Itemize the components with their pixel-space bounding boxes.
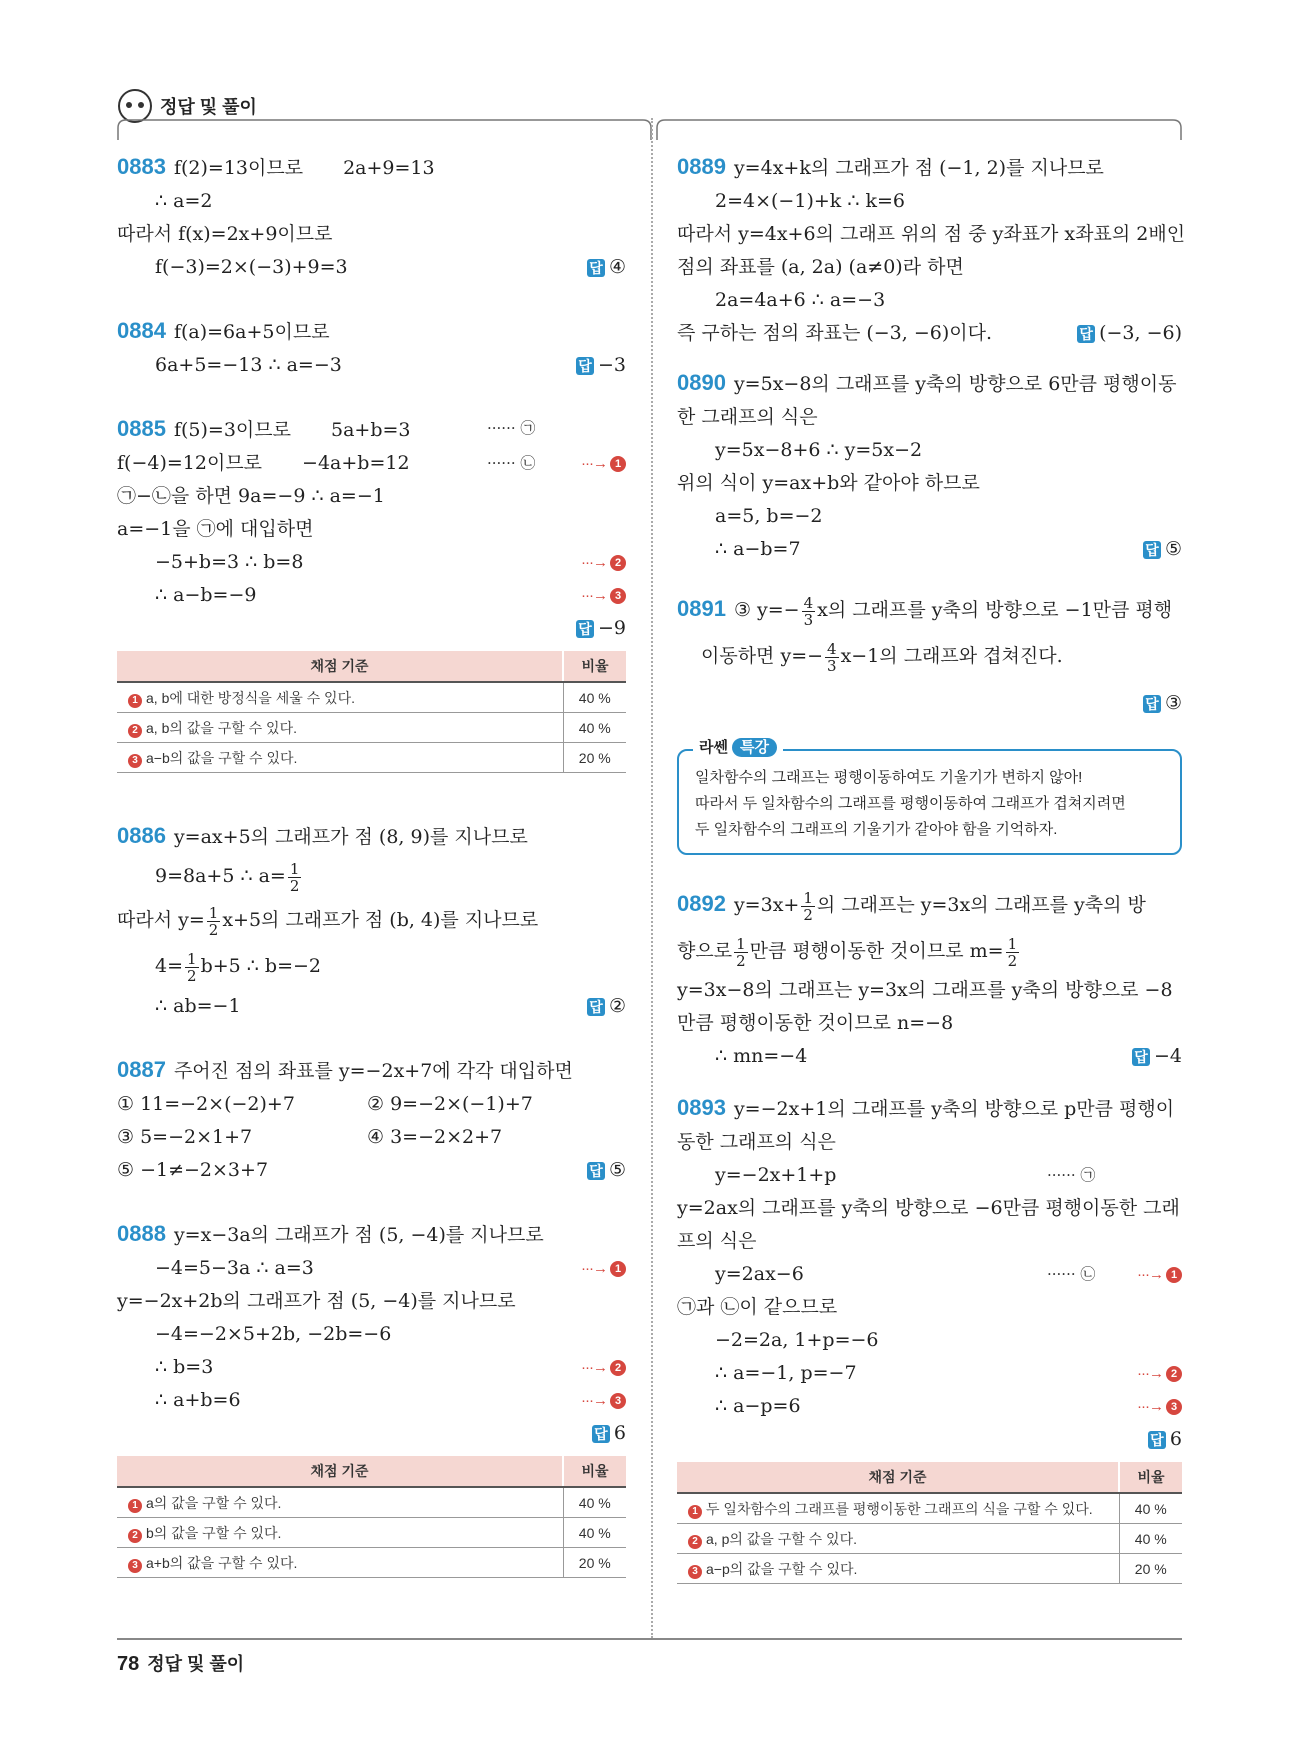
answer-value: −4 [1153,1045,1182,1067]
answer-value: (−3, −6) [1099,322,1182,344]
fraction: $\frac{1}{2}$ [208,903,219,939]
table-row: 1 a, b에 대한 방정식을 세울 수 있다. 40 % [117,682,626,713]
problem-number: 0892 [677,891,726,916]
text: x의 그래프를 y축의 방향으로 −1만큼 평행 [817,599,1173,621]
text: y=2ax−6 [715,1263,804,1285]
text: ∴ a−p=6 [715,1395,801,1417]
text: −4a+b=12 [302,452,410,474]
answer-value: −9 [597,617,626,639]
problem-number: 0886 [117,823,166,848]
answer [587,1154,626,1187]
problem-0884 [117,314,626,382]
text: 즉 구하는 점의 좌표는 (−3, −6)이다. [677,322,993,344]
text: −2=2a, 1+p=−6 [715,1329,879,1351]
text: a=5, b=−2 [715,505,823,527]
option: ② 9=−2×(−1)+7 [367,1093,533,1115]
answer [1077,317,1182,350]
fraction: $\frac{1}{2}$ [1007,934,1018,970]
text: 점의 좌표를 (a, 2a) (a≠0)라 하면 [677,256,964,278]
answer-value: 6 [613,1422,626,1444]
answer-badge: 답 [1077,325,1095,343]
table-row: 2 a, b의 값을 구할 수 있다. 40 % [117,713,626,743]
text: ∴ ab=−1 [155,995,241,1017]
text: ∴ b=3 [155,1356,214,1378]
text: 9=8a+5 ∴ a= [155,865,286,887]
tip-box [677,739,1182,855]
text: b+5 ∴ b=−2 [200,955,321,977]
answer-badge: 답 [576,620,594,638]
text: ∴ a−b=7 [715,538,801,560]
table-row: 1 두 일차함수의 그래프를 평행이동한 그래프의 식을 구할 수 있다. 40 % [677,1493,1182,1524]
answer-badge: 답 [1148,1431,1166,1449]
step-marker: ···→ 3 [581,1384,626,1417]
answer-value: ② [608,995,626,1017]
answer-badge: 답 [576,357,594,375]
problem-0886 [117,819,626,1023]
answer-badge: 답 [587,259,605,277]
frame-top-border [117,118,1182,140]
text: 따라서 f(x)=2x+9이므로 [117,223,333,245]
header-title: 정답 및 풀이 [160,97,257,117]
problem-0891 [677,586,1182,719]
text: 한 그래프의 식은 [677,406,818,428]
text: 2a=4a+6 ∴ a=−3 [715,289,886,311]
equation-mark: ······ ㉡ [487,454,536,472]
step-marker: ···→ 2 [1137,1357,1182,1390]
text: ∴ a−b=−9 [155,584,257,606]
answer-badge: 답 [587,1162,605,1180]
table-header: 채점 기준 [677,1462,1119,1493]
text: y=2ax의 그래프를 y축의 방향으로 −6만큼 평행이동한 그래 [677,1197,1180,1219]
text: 5a+b=3 [330,419,411,441]
page-footer [117,1650,244,1676]
tip-line: 일차함수의 그래프는 평행이동하여도 기울기가 변하지 않아! [695,769,1083,786]
problem-0890 [677,366,1182,566]
answer [1132,1040,1182,1073]
problem-0892 [677,881,1182,1073]
text: x−1의 그래프와 겹쳐진다. [840,645,1063,667]
text: y=−2x+2b의 그래프가 점 (5, −4)를 지나므로 [117,1290,516,1312]
text: 위의 식이 y=ax+b와 같아야 하므로 [677,472,980,494]
answer [1143,687,1182,720]
left-column [117,150,626,1578]
text: ∴ a+b=6 [155,1389,241,1411]
table-header: 비율 [1119,1462,1182,1493]
table-header: 채점 기준 [117,1456,563,1487]
problem-0887 [117,1053,626,1187]
answer [1148,1423,1182,1456]
answer-badge: 답 [1143,695,1161,713]
text: 2a+9=13 [343,157,435,179]
column-divider [651,118,653,1638]
equation-mark: ······ ㉡ [1047,1265,1096,1283]
fraction: $\frac{4}{3}$ [827,639,837,675]
option: ⑤ −1≠−2×3+7 [117,1159,269,1181]
text: y=−2x+1의 그래프를 y축의 방향으로 p만큼 평행이 [733,1098,1175,1120]
right-column [677,150,1186,1584]
text: −4=−2×5+2b, −2b=−6 [155,1323,392,1345]
fraction: $\frac{4}{3}$ [803,593,814,629]
problem-number: 0889 [677,154,726,179]
text: y=ax+5의 그래프가 점 (8, 9)를 지나므로 [173,826,528,848]
problem-0888 [117,1217,626,1450]
text: 동한 그래프의 식은 [677,1131,836,1153]
tip-tab: 라쎈 특강 [693,735,783,761]
step-marker: ···→ 1 [581,1252,626,1285]
problem-number: 0891 [677,596,726,621]
option: ③ 5=−2×1+7 [117,1126,253,1148]
text: 향으로 [677,940,733,962]
table-row: 3 a+b의 값을 구할 수 있다. 20 % [117,1548,626,1578]
step-marker: ···→ 3 [581,579,626,612]
scoring-table-0888 [117,1456,626,1578]
text: ㉠과 ㉡이 같으므로 [677,1296,838,1318]
problem-number: 0884 [117,318,166,343]
footer-divider [117,1638,1182,1640]
table-header: 채점 기준 [117,651,563,682]
text: −4=5−3a ∴ a=3 [155,1257,314,1279]
answer-value: 6 [1169,1428,1182,1450]
table-header: 비율 [563,651,626,682]
answer-value: ⑤ [1164,538,1182,560]
problem-number: 0885 [117,416,166,441]
text: y=5x−8+6 ∴ y=5x−2 [715,439,923,461]
text: 만큼 평행이동한 것이므로 m= [749,940,1004,962]
answer [587,251,626,284]
page-number: 78 [117,1653,140,1675]
step-marker: ···→ 1 [581,447,626,480]
table-row: 3 a−p의 값을 구할 수 있다. 20 % [677,1554,1182,1584]
text: ③ y=− [733,599,800,621]
problem-0885 [117,412,626,645]
equation-mark: ······ ㉠ [1047,1166,1096,1184]
answer [576,612,626,645]
problem-number: 0888 [117,1221,166,1246]
footer-title: 정답 및 풀이 [147,1654,245,1674]
answer [587,990,626,1023]
text: y=5x−8의 그래프를 y축의 방향으로 6만큼 평행이동 [733,373,1177,395]
text: f(−3)=2×(−3)+9=3 [155,256,348,278]
text: −5+b=3 ∴ b=8 [155,551,304,573]
option: ① 11=−2×(−2)+7 [117,1093,295,1115]
answer-value: ③ [1164,692,1182,714]
text: ∴ mn=−4 [715,1045,808,1067]
fraction: $\frac{1}{2}$ [289,859,300,895]
answer-value: −3 [597,354,626,376]
equation-mark: ······ ㉠ [487,419,536,437]
text: 프의 식은 [677,1230,757,1252]
fraction: $\frac{1}{2}$ [187,949,197,985]
problem-number: 0883 [117,154,166,179]
text: 6a+5=−13 ∴ a=−3 [155,354,342,376]
scoring-table-0885 [117,651,626,773]
text: y=3x+ [733,894,800,916]
answer [576,349,626,382]
answer [1143,533,1182,566]
table-row: 2 a, p의 값을 구할 수 있다. 40 % [677,1524,1182,1554]
text: 만큼 평행이동한 것이므로 n=−8 [677,1012,954,1034]
tip-line: 따라서 두 일차함수의 그래프를 평행이동하여 그래프가 겹쳐지려면 [695,795,1126,812]
answer-badge: 답 [1143,541,1161,559]
tip-line: 두 일차함수의 그래프의 기울기가 같아야 함을 기억하자. [695,821,1058,838]
table-row: 1 a의 값을 구할 수 있다. 40 % [117,1487,626,1518]
text: 이동하면 y=− [701,645,824,667]
step-marker: ···→ 2 [581,546,626,579]
text: 따라서 y= [117,909,205,931]
problem-0893 [677,1091,1182,1456]
fraction: $\frac{1}{2}$ [736,934,746,970]
text: f(5)=3이므로 [173,419,291,441]
text: f(2)=13이므로 [173,157,304,179]
problem-number: 0890 [677,370,726,395]
problem-0883 [117,150,626,284]
answer-badge: 답 [587,998,605,1016]
answer-badge: 답 [592,1425,610,1443]
table-header: 비율 [563,1456,626,1487]
text: 4= [155,955,184,977]
scoring-table-0893 [677,1462,1182,1584]
text: y=3x−8의 그래프는 y=3x의 그래프를 y축의 방향으로 −8 [677,979,1173,1001]
text: ㉠−㉡을 하면 9a=−9 ∴ a=−1 [117,485,385,507]
table-row: 2 b의 값을 구할 수 있다. 40 % [117,1518,626,1548]
step-marker: ···→ 2 [581,1351,626,1384]
text: y=−2x+1+p [715,1164,837,1186]
text: 2=4×(−1)+k ∴ k=6 [715,190,905,212]
step-marker: ···→ 1 [1137,1258,1182,1291]
text: f(−4)=12이므로 [117,452,263,474]
answer-value: ⑤ [608,1159,626,1181]
text: a=−1을 ㉠에 대입하면 [117,518,314,540]
problem-0889 [677,150,1186,350]
step-marker: ···→ 3 [1137,1390,1182,1423]
table-row: 3 a−b의 값을 구할 수 있다. 20 % [117,743,626,773]
text: 주어진 점의 좌표를 y=−2x+7에 각각 대입하면 [173,1060,573,1082]
text: y=x−3a의 그래프가 점 (5, −4)를 지나므로 [173,1224,544,1246]
answer-value: ④ [608,256,626,278]
text: f(a)=6a+5이므로 [173,321,330,343]
fraction: $\frac{1}{2}$ [803,888,813,924]
problem-number: 0893 [677,1095,726,1120]
text: x+5의 그래프가 점 (b, 4)를 지나므로 [222,909,539,931]
text: ∴ a=2 [155,190,213,212]
text: 따라서 y=4x+6의 그래프 위의 점 중 y좌표가 x좌표의 2배인 [677,223,1186,245]
text: ∴ a=−1, p=−7 [715,1362,857,1384]
answer-badge: 답 [1132,1048,1150,1066]
text: y=4x+k의 그래프가 점 (−1, 2)를 지나므로 [733,157,1104,179]
text: 의 그래프는 y=3x의 그래프를 y축의 방 [816,894,1146,916]
option: ④ 3=−2×2+7 [367,1126,503,1148]
problem-number: 0887 [117,1057,166,1082]
answer [592,1417,626,1450]
